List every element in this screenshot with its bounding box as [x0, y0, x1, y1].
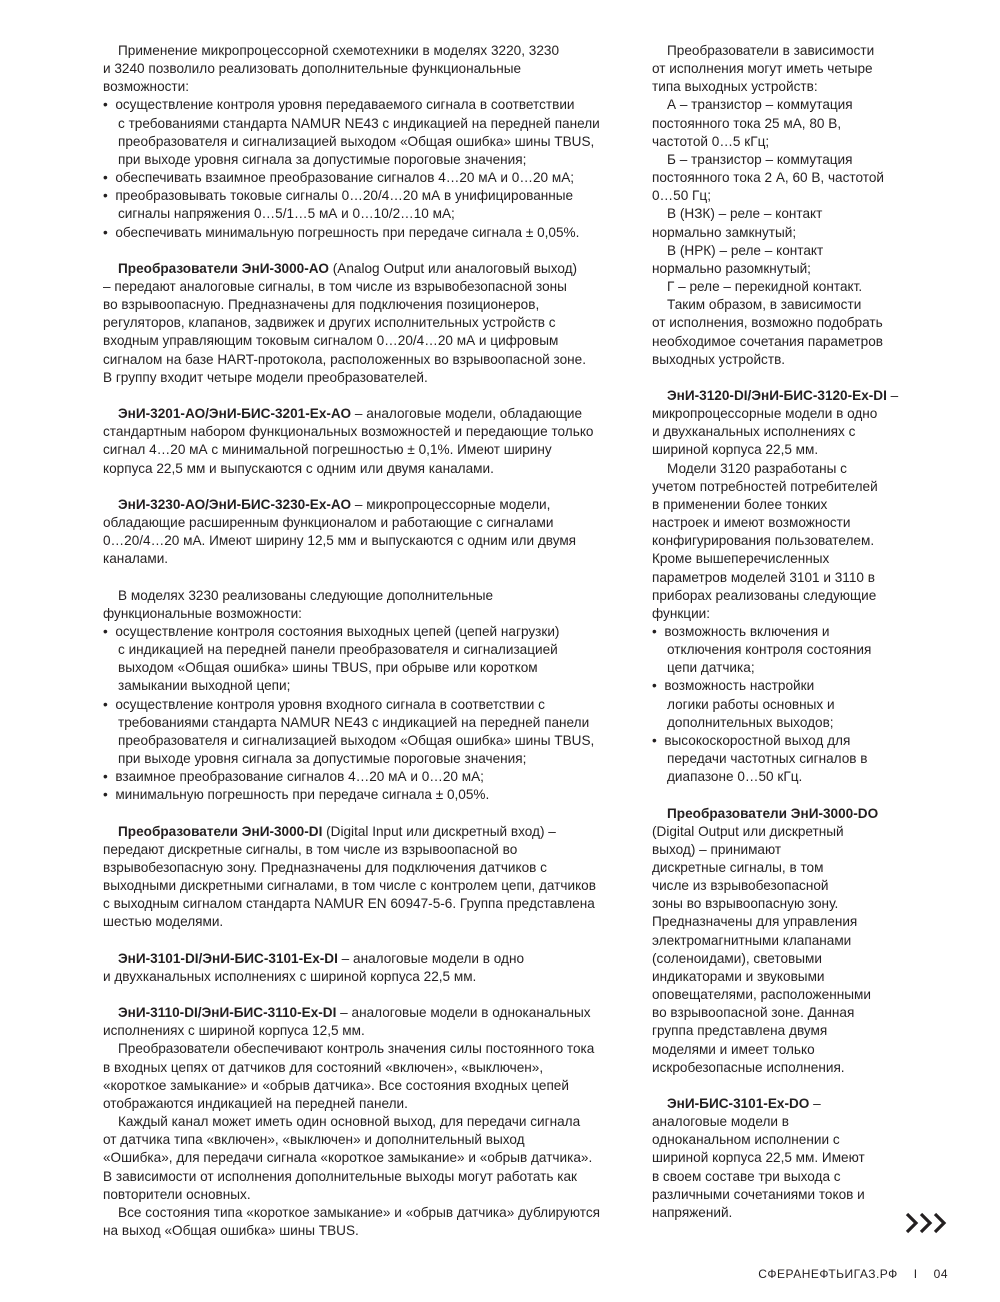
text-line — [103, 96, 623, 114]
text-line — [103, 532, 623, 550]
line-text: диапазоне 0…50 кГц. — [667, 769, 803, 785]
footer-site: СФЕРАНЕФТЬИГАЗ.РФ — [758, 1267, 898, 1281]
line-text: выходными дискретными сигналами, в том числе с контролем цепи, датчиков — [103, 878, 596, 894]
line-text: приборах реализованы следующие — [652, 587, 877, 603]
text-line — [103, 169, 623, 187]
line-text: и 3240 позволило реализовать дополнительные функциональные — [103, 61, 522, 77]
text-line — [652, 986, 902, 1004]
text-line — [652, 42, 902, 60]
text-line — [652, 260, 902, 278]
paragraph-spacer — [103, 242, 623, 260]
text-line — [103, 514, 623, 532]
line-text: функции: — [652, 605, 711, 621]
line-text: группа представлена двумя — [652, 1023, 828, 1039]
line-text: обладающие расширенным функционалом и работающие с сигналами — [103, 515, 554, 531]
paragraph-spacer — [103, 805, 623, 823]
text-line — [652, 478, 902, 496]
line-text: А – транзистор – коммутация — [667, 97, 853, 113]
line-text: Преобразователи в зависимости — [667, 43, 875, 58]
line-text: – микропроцессорные модели, — [351, 496, 551, 512]
line-text: дискретные сигналы, в том — [652, 860, 824, 875]
text-line — [652, 641, 902, 659]
line-text: функциональные возможности: — [103, 605, 302, 621]
line-text: и двухканальных исполнениях с — [652, 424, 856, 440]
text-line — [652, 805, 902, 823]
text-line — [652, 913, 902, 931]
line-text: сигнал 4…20 мА с минимальной погрешностью ± 0,1%. Имеют ширину — [103, 442, 552, 458]
bold-heading: ЭнИ-3120-DI/ЭнИ-БИС-3120-Ех-DI — [667, 387, 887, 403]
line-text: логики работы основных и — [667, 696, 835, 712]
line-text: • взаимное преобразование сигналов 4…20 мА и 0…20 мА; — [103, 769, 484, 785]
text-line — [103, 351, 623, 369]
text-line — [652, 333, 902, 351]
text-line — [652, 78, 902, 96]
line-text: В группу входит четыре модели преобразователей. — [103, 369, 428, 385]
line-text: Предназначены для управления — [652, 914, 858, 930]
text-line — [103, 623, 623, 641]
text-line — [103, 224, 623, 242]
line-text: моделями и имеет только — [652, 1041, 815, 1057]
line-text: – — [886, 387, 899, 403]
text-line — [103, 115, 623, 133]
line-text: на выход «Общая ошибка» шины TBUS. — [103, 1223, 359, 1239]
line-text: шириной корпуса 22,5 мм. Имеют — [652, 1150, 865, 1166]
line-text: «Ошибка», для передачи сигнала «короткое замыкание» и «обрыв датчика». — [103, 1150, 593, 1166]
text-line — [103, 78, 623, 96]
line-text: с индикацией на передней панели преобразователя и сигнализацией — [118, 642, 558, 658]
text-line — [652, 968, 902, 986]
text-line — [103, 42, 623, 60]
paragraph-spacer — [652, 1077, 902, 1095]
line-text: исполнениях с шириной корпуса 12,5 мм. — [103, 1023, 365, 1039]
text-line — [103, 260, 623, 278]
line-text: оповещателями, расположенными — [652, 987, 871, 1003]
text-line — [652, 278, 902, 296]
page-footer — [758, 1266, 948, 1282]
text-line — [103, 913, 623, 931]
page-number: 04 — [933, 1267, 948, 1281]
text-line — [103, 641, 623, 659]
text-line — [652, 932, 902, 950]
line-text: индикаторами и звуковыми — [652, 968, 825, 984]
text-line — [652, 1113, 902, 1131]
text-line — [103, 405, 623, 423]
line-text: Преобразователи обеспечивают контроль значения силы постоянного тока — [118, 1041, 595, 1057]
text-line — [103, 714, 623, 732]
line-text: от исполнения могут иметь четыре — [652, 61, 873, 77]
text-line — [103, 296, 623, 314]
left-column — [103, 42, 623, 1240]
line-text: одноканальном исполнении с — [652, 1132, 840, 1148]
text-line — [103, 278, 623, 296]
right-column — [652, 42, 902, 1222]
text-line — [103, 133, 623, 151]
text-line — [652, 1186, 902, 1204]
line-text: различными сочетаниями токов и — [652, 1186, 865, 1202]
line-text: выходом «Общая ошибка» шины TBUS, при обрыве или коротком — [118, 660, 538, 676]
line-text: Таким образом, в зависимости — [667, 297, 862, 313]
triple-chevron-right-icon — [904, 1210, 948, 1236]
line-text: выходных устройств. — [652, 351, 786, 367]
text-line — [652, 1131, 902, 1149]
text-line — [652, 514, 902, 532]
line-text: отключения контроля состояния — [667, 642, 872, 658]
text-line — [652, 895, 902, 913]
line-text: необходимое сочетания параметров — [652, 333, 883, 349]
text-line — [103, 605, 623, 623]
line-text: электромагнитными клапанами — [652, 932, 852, 948]
text-line — [103, 1149, 623, 1167]
line-text: • преобразовывать токовые сигналы 0…20/4…20 мА в унифицированные — [103, 188, 574, 204]
line-text: аналоговые модели в — [652, 1114, 789, 1130]
text-line — [652, 859, 902, 877]
line-text: от датчика типа «включен», «выключен» и дополнительный выход — [103, 1132, 525, 1148]
line-text: • осуществление контроля уровня входного сигнала в соответствии с — [103, 696, 545, 712]
line-text: • возможность включения и — [652, 623, 830, 639]
text-line — [103, 60, 623, 78]
text-line — [652, 605, 902, 623]
line-text: и двухканальных исполнениях с шириной корпуса 22,5 мм. — [103, 968, 477, 984]
text-line — [652, 696, 902, 714]
text-line — [103, 950, 623, 968]
line-text: с выходным сигналом стандарта NAMUR EN 60947-5-6. Группа представлена — [103, 896, 595, 912]
text-line — [652, 296, 902, 314]
line-text: шириной корпуса 22,5 мм. — [652, 442, 819, 458]
text-line — [652, 532, 902, 550]
text-line — [652, 224, 902, 242]
line-text: параметров моделей 3101 и 3110 в — [652, 569, 875, 585]
text-line — [652, 659, 902, 677]
text-line — [103, 441, 623, 459]
line-text: Применение микропроцессорной схемотехники в моделях 3220, 3230 — [118, 43, 560, 58]
line-text: взрывобезопасную зону. Предназначены для подключения датчиков с — [103, 859, 547, 875]
line-text: Кроме вышеперечисленных — [652, 551, 830, 567]
bold-heading: ЭнИ-3201-АО/ЭнИ-БИС-3201-Ех-АО — [118, 406, 352, 422]
line-text: частотой 0…5 кГц; — [652, 133, 770, 149]
line-text: – аналоговые модели, обладающие — [351, 406, 583, 422]
line-text: (Digital Output или дискретный — [652, 823, 844, 839]
bold-heading: Преобразователи ЭнИ-3000-DO — [667, 805, 879, 821]
text-line — [103, 677, 623, 695]
text-line — [652, 314, 902, 332]
text-line — [652, 841, 902, 859]
line-text: напряжений. — [652, 1204, 733, 1220]
line-text: шестью моделями. — [103, 914, 224, 930]
line-text: • осуществление контроля состояния выходных цепей (цепей нагрузки) — [103, 623, 560, 639]
text-line — [652, 115, 902, 133]
text-line — [652, 750, 902, 768]
text-line — [652, 205, 902, 223]
paragraph-spacer — [652, 369, 902, 387]
text-line — [652, 1149, 902, 1167]
line-text: • обеспечивать взаимное преобразование сигналов 4…20 мА и 0…20 мА; — [103, 170, 575, 186]
text-line — [103, 1204, 623, 1222]
line-text: в своем составе три выхода с — [652, 1168, 841, 1184]
line-text: отображаются индикацией на передней панели. — [103, 1095, 408, 1111]
line-text: каналами. — [103, 551, 169, 567]
line-text: • высокоскоростной выход для — [652, 732, 851, 748]
text-line — [652, 1022, 902, 1040]
bold-heading: ЭнИ-БИС-3101-Ех-DO — [667, 1096, 810, 1112]
line-text: в применении более тонких — [652, 496, 828, 512]
text-line — [103, 332, 623, 350]
text-line — [103, 768, 623, 786]
line-text: возможности: — [103, 79, 190, 95]
line-text: Б – транзистор – коммутация — [667, 151, 853, 167]
line-text: микропроцессорные модели в одно — [652, 406, 878, 422]
line-text: нормально замкнутый; — [652, 224, 797, 240]
text-line — [103, 369, 623, 387]
text-line — [652, 1204, 902, 1222]
line-text: (Digital Input или дискретный вход) – — [322, 823, 556, 839]
line-text: • обеспечивать минимальную погрешность при передаче сигнала ± 0,05%. — [103, 224, 580, 240]
line-text: входным управляющим токовым сигналом 0…20/4…20 мА и цифровым — [103, 333, 559, 349]
text-line — [652, 423, 902, 441]
line-text: с требованиями стандарта NAMUR NE43 с индикацией на передней панели — [118, 115, 600, 131]
text-line — [103, 732, 623, 750]
text-line — [652, 133, 902, 151]
line-text: требованиями стандарта NAMUR NE43 с индикацией на передней панели — [118, 714, 590, 730]
text-line — [103, 1222, 623, 1240]
line-text: постоянного тока 25 мА, 80 В, — [652, 115, 842, 131]
text-line — [652, 768, 902, 786]
text-line — [652, 1095, 902, 1113]
text-line — [103, 859, 623, 877]
text-line — [652, 732, 902, 750]
text-line — [652, 950, 902, 968]
text-line — [652, 1168, 902, 1186]
line-text: сигналы напряжения 0…5/1…5 мА и 0…10/2…10 мА; — [118, 206, 455, 222]
line-text: Модели 3120 разработаны с — [667, 460, 847, 476]
line-text: – передают аналоговые сигналы, в том числе из взрывобезопасной зоны — [103, 279, 567, 295]
line-text: во взрывоопасную. Предназначены для подключения позиционеров, — [103, 297, 540, 313]
text-line — [652, 441, 902, 459]
text-line — [652, 823, 902, 841]
text-line — [652, 242, 902, 260]
text-line — [103, 587, 623, 605]
line-text: стандартным набором функциональных возможностей и передающие только — [103, 424, 594, 440]
line-text: конфигурирования пользователем. — [652, 533, 875, 549]
text-line — [103, 786, 623, 804]
text-line — [652, 569, 902, 587]
text-line — [652, 623, 902, 641]
line-text: Все состояния типа «короткое замыкание» и «обрыв датчика» дублируются — [118, 1204, 600, 1220]
line-text: нормально разомкнутый; — [652, 260, 811, 276]
paragraph-spacer — [652, 786, 902, 804]
text-line — [652, 187, 902, 205]
line-text: • возможность настройки — [652, 678, 815, 694]
text-line — [652, 351, 902, 369]
line-text: передачи частотных сигналов в — [667, 751, 868, 767]
text-line — [103, 1004, 623, 1022]
line-text: В (НРК) – реле – контакт — [667, 242, 824, 258]
text-line — [103, 1022, 623, 1040]
text-line — [103, 968, 623, 986]
text-line — [103, 659, 623, 677]
line-text: искробезопасные исполнения. — [652, 1059, 845, 1075]
line-text: – аналоговые модели в одно — [337, 950, 525, 966]
text-line — [103, 423, 623, 441]
paragraph-spacer — [103, 478, 623, 496]
line-text: сигналом на базе HART-протокола, расположенных во взрывоопасной зоне. — [103, 351, 586, 367]
paragraph-spacer — [103, 932, 623, 950]
text-line — [652, 714, 902, 732]
paragraph-spacer — [103, 387, 623, 405]
line-text: типа выходных устройств: — [652, 79, 818, 95]
line-text: 0…50 Гц; — [652, 188, 711, 204]
line-text: цепи датчика; — [667, 660, 755, 676]
line-text: Г – реле – перекидной контакт. — [667, 279, 863, 295]
text-line — [103, 823, 623, 841]
bold-heading: ЭнИ-3110-DI/ЭнИ-БИС-3110-Ех-DI — [118, 1005, 337, 1021]
bold-heading: Преобразователи ЭнИ-3000-АО — [118, 260, 329, 276]
text-line — [652, 1004, 902, 1022]
text-line — [652, 877, 902, 895]
text-line — [103, 841, 623, 859]
bold-heading: ЭнИ-3230-АО/ЭнИ-БИС-3230-Ех-АО — [118, 496, 352, 512]
text-line — [652, 460, 902, 478]
text-line — [103, 1168, 623, 1186]
line-text: при выходе уровня сигнала за допустимые пороговые значения; — [118, 751, 527, 767]
line-text: дополнительных выходов; — [667, 714, 834, 730]
footer-separator: I — [913, 1267, 918, 1281]
text-line — [652, 1041, 902, 1059]
line-text: корпуса 22,5 мм и выпускаются с одним или двумя каналами. — [103, 460, 494, 476]
text-line — [652, 496, 902, 514]
text-line — [652, 60, 902, 78]
text-line — [103, 1059, 623, 1077]
text-line — [103, 877, 623, 895]
line-text: • осуществление контроля уровня передаваемого сигнала в соответствии — [103, 97, 575, 113]
text-line — [103, 151, 623, 169]
line-text: замыкании выходной цепи; — [118, 678, 291, 694]
line-text: при выходе уровня сигнала за допустимые пороговые значения; — [118, 151, 527, 167]
text-line — [103, 1113, 623, 1131]
text-line — [652, 677, 902, 695]
text-line — [103, 314, 623, 332]
text-line — [103, 1077, 623, 1095]
paragraph-spacer — [103, 986, 623, 1004]
text-line — [652, 96, 902, 114]
text-line — [652, 387, 902, 405]
bold-heading: ЭнИ-3101-DI/ЭнИ-БИС-3101-Ех-DI — [118, 950, 338, 966]
line-text: Каждый канал может иметь один основной выход, для передачи сигнала — [118, 1114, 581, 1130]
line-text: выход) – принимают — [652, 841, 782, 857]
line-text: (соленоидами), световыми — [652, 950, 822, 966]
bold-heading: Преобразователи ЭнИ-3000-DI — [118, 823, 323, 839]
text-line — [103, 496, 623, 514]
line-text: учетом потребностей потребителей — [652, 478, 878, 494]
line-text: настроек и имеют возможности — [652, 515, 851, 531]
line-text: числе из взрывобезопасной — [652, 878, 829, 894]
text-line — [103, 750, 623, 768]
line-text: 0…20/4…20 мА. Имеют ширину 12,5 мм и выпускаются с одним или двумя — [103, 533, 577, 549]
text-line — [103, 550, 623, 568]
line-text: во взрывоопасной зоне. Данная — [652, 1005, 855, 1021]
text-line — [103, 1186, 623, 1204]
line-text: «короткое замыкание» и «обрыв датчика». Все состояния входных цепей — [103, 1077, 569, 1093]
text-line — [652, 169, 902, 187]
line-text: постоянного тока 2 А, 60 В, частотой — [652, 170, 884, 186]
text-line — [103, 696, 623, 714]
line-text: повторители основных. — [103, 1186, 251, 1202]
text-line — [103, 895, 623, 913]
line-text: В зависимости от исполнения дополнительные выходы могут работать как — [103, 1168, 577, 1184]
text-line — [652, 550, 902, 568]
line-text: (Analog Output или аналоговый выход) — [328, 260, 578, 276]
line-text: – аналоговые модели в одноканальных — [336, 1005, 591, 1021]
text-line — [103, 205, 623, 223]
line-text: • минимальную погрешность при передаче сигнала ± 0,05%. — [103, 787, 490, 803]
line-text: – — [809, 1096, 821, 1112]
text-line — [103, 1095, 623, 1113]
paragraph-spacer — [103, 568, 623, 586]
text-line — [103, 460, 623, 478]
line-text: В моделях 3230 реализованы следующие дополнительные — [118, 587, 494, 603]
text-line — [103, 1131, 623, 1149]
text-line — [652, 1059, 902, 1077]
line-text: в входных цепях от датчиков для состояний «включен», «выключен», — [103, 1059, 544, 1075]
line-text: преобразователя и сигнализацией выходом «Общая ошибка» шины TBUS, — [118, 133, 595, 149]
text-line — [103, 187, 623, 205]
line-text: В (НЗК) – реле – контакт — [667, 206, 823, 222]
text-line — [103, 1040, 623, 1058]
line-text: преобразователя и сигнализацией выходом «Общая ошибка» шины TBUS, — [118, 732, 595, 748]
text-line — [652, 405, 902, 423]
line-text: зоны во взрывоопасную зону. — [652, 896, 839, 912]
line-text: от исполнения, возможно подобрать — [652, 315, 883, 331]
text-line — [652, 587, 902, 605]
text-line — [652, 151, 902, 169]
line-text: регуляторов, клапанов, задвижек и других исполнительных устройств с — [103, 315, 556, 331]
line-text: передают дискретные сигналы, в том числе из взрывоопасной во — [103, 841, 518, 857]
